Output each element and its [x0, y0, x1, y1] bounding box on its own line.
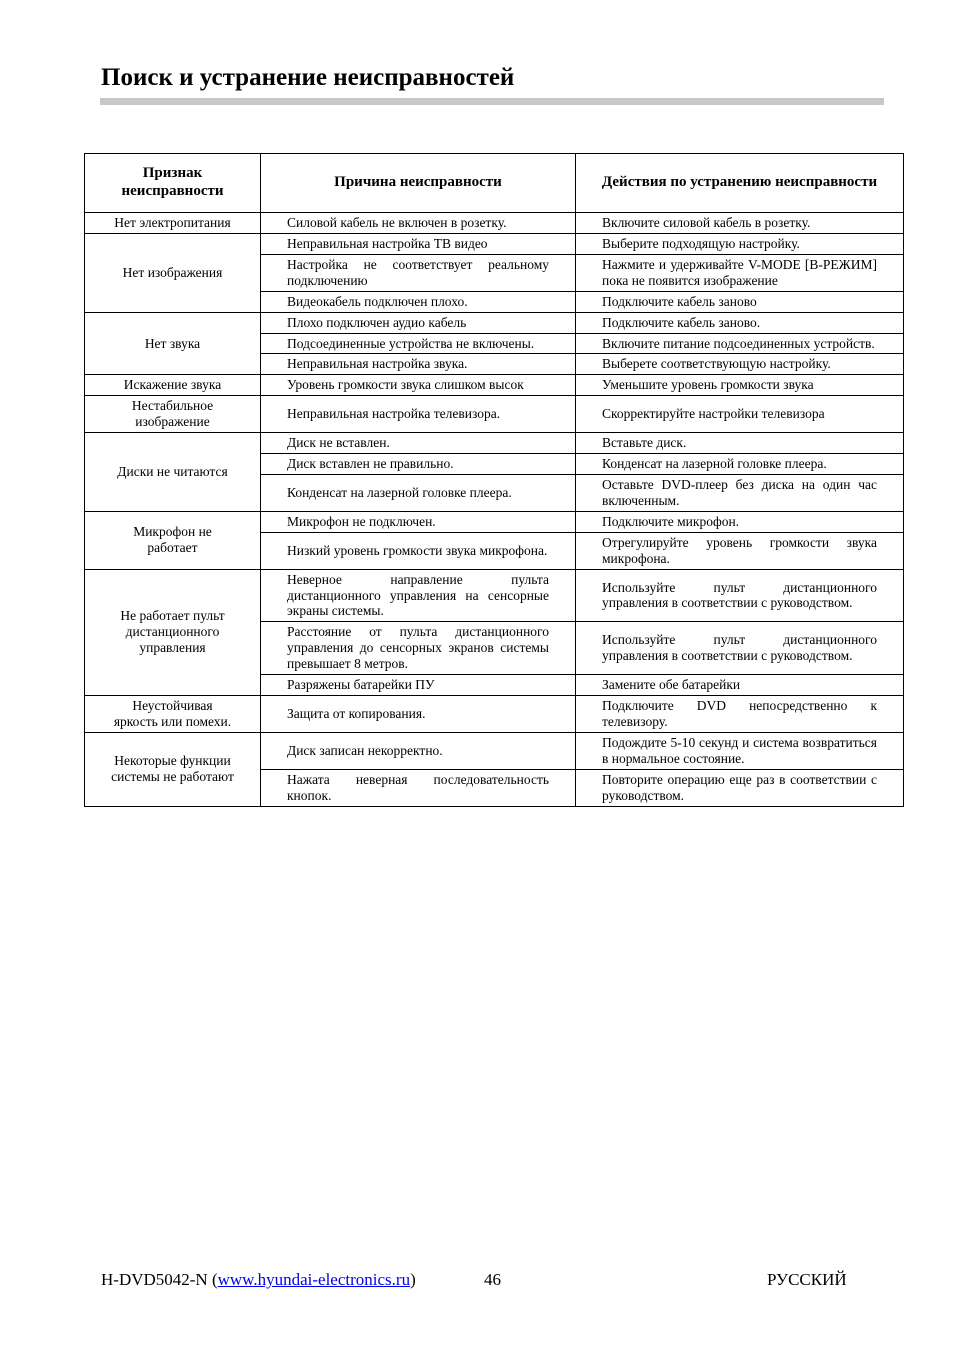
table-row [85, 312, 904, 333]
header-symptom: Признак неисправности [85, 154, 261, 213]
cause-cell: Неправильная настройка звука. [261, 354, 576, 375]
table-row [85, 396, 904, 433]
table-row [85, 569, 904, 622]
symptom-cell: Неустойчивая яркость или помехи. [85, 696, 261, 733]
cause-cell: Подсоединенные устройства не включены. [261, 333, 576, 354]
action-cell: Подождите 5-10 секунд и система возвратиться в нормальное состояние. [576, 732, 904, 769]
header-action: Действия по устранению неисправности [576, 154, 904, 213]
cause-cell: Разряжены батарейки ПУ [261, 675, 576, 696]
cause-cell: Плохо подключен аудио кабель [261, 312, 576, 333]
action-cell: Подключите кабель заново [576, 291, 904, 312]
cause-cell: Видеокабель подключен плохо. [261, 291, 576, 312]
table-row [85, 511, 904, 532]
cause-cell: Конденсат на лазерной головке плеера. [261, 474, 576, 511]
cause-cell: Диск вставлен не правильно. [261, 454, 576, 475]
action-cell: Выберете соответствующую настройку. [576, 354, 904, 375]
footer-website-link[interactable]: www.hyundai-electronics.ru [217, 1270, 411, 1289]
cause-cell: Нажата неверная последовательность кнопок. [261, 769, 576, 806]
action-cell: Вставьте диск. [576, 433, 904, 454]
action-cell: Конденсат на лазерной головке плеера. [576, 454, 904, 475]
symptom-cell: Нет звука [85, 312, 261, 375]
symptom-cell: Микрофон не работает [85, 511, 261, 569]
symptom-cell: Нет изображения [85, 233, 261, 312]
cause-cell: Силовой кабель не включен в розетку. [261, 213, 576, 234]
troubleshooting-table [84, 153, 904, 807]
cause-cell: Низкий уровень громкости звука микрофона. [261, 532, 576, 569]
action-cell: Подключите DVD непосредственно к телевизору. [576, 696, 904, 733]
cause-cell: Защита от копирования. [261, 696, 576, 733]
table-row [85, 213, 904, 234]
cause-cell: Расстояние от пульта дистанционного управления до сенсорных экранов системы превышает 8 метров. [261, 622, 576, 675]
action-cell: Подключите кабель заново. [576, 312, 904, 333]
symptom-cell: Некоторые функции системы не работают [85, 732, 261, 806]
action-cell: Включите питание подсоединенных устройств. [576, 333, 904, 354]
cause-cell: Уровень громкости звука слишком высок [261, 375, 576, 396]
action-cell: Выберите подходящую настройку. [576, 233, 904, 254]
table-row [85, 375, 904, 396]
action-cell: Подключите микрофон. [576, 511, 904, 532]
action-cell: Используйте пульт дистанционного управления в соответствии с руководством. [576, 569, 904, 622]
action-cell: Включите силовой кабель в розетку. [576, 213, 904, 234]
action-cell: Используйте пульт дистанционного управления в соответствии с руководством. [576, 622, 904, 675]
cause-cell: Неверное направление пульта дистанционного управления на сенсорные экраны системы. [261, 569, 576, 622]
title-underline [100, 98, 884, 105]
table-body [85, 213, 904, 807]
table-header-row [85, 154, 904, 213]
symptom-cell: Диски не читаются [85, 433, 261, 512]
symptom-cell: Не работает пульт дистанционного управления [85, 569, 261, 695]
symptom-cell: Нестабильное изображение [85, 396, 261, 433]
footer-model [101, 1270, 416, 1290]
action-cell: Оставьте DVD-плеер без диска на один час включенным. [576, 474, 904, 511]
footer-page-number: 46 [484, 1270, 501, 1289]
cause-cell: Неправильная настройка ТВ видео [261, 233, 576, 254]
header-cause: Причина неисправности [261, 154, 576, 213]
cause-cell: Микрофон не подключен. [261, 511, 576, 532]
page-title: Поиск и устранение неисправностей [101, 64, 515, 91]
cause-cell: Настройка не соответствует реальному подключению [261, 254, 576, 291]
footer-model-suffix: ) [410, 1270, 416, 1289]
action-cell: Уменьшите уровень громкости звука [576, 375, 904, 396]
action-cell: Замените обе батарейки [576, 675, 904, 696]
table-row [85, 732, 904, 769]
table-row [85, 696, 904, 733]
symptom-cell: Нет электропитания [85, 213, 261, 234]
action-cell: Скорректируйте настройки телевизора [576, 396, 904, 433]
symptom-cell: Искажение звука [85, 375, 261, 396]
footer-model-prefix: H-DVD5042-N ( [101, 1270, 218, 1289]
cause-cell: Диск записан некорректно. [261, 732, 576, 769]
cause-cell: Диск не вставлен. [261, 433, 576, 454]
cause-cell: Неправильная настройка телевизора. [261, 396, 576, 433]
footer-language: РУССКИЙ [767, 1270, 847, 1289]
table-row [85, 433, 904, 454]
action-cell: Повторите операцию еще раз в соответствии с руководством. [576, 769, 904, 806]
action-cell: Нажмите и удерживайте V-MODE [В-РЕЖИМ] пока не появится изображение [576, 254, 904, 291]
table-row [85, 233, 904, 254]
action-cell: Отрегулируйте уровень громкости звука микрофона. [576, 532, 904, 569]
